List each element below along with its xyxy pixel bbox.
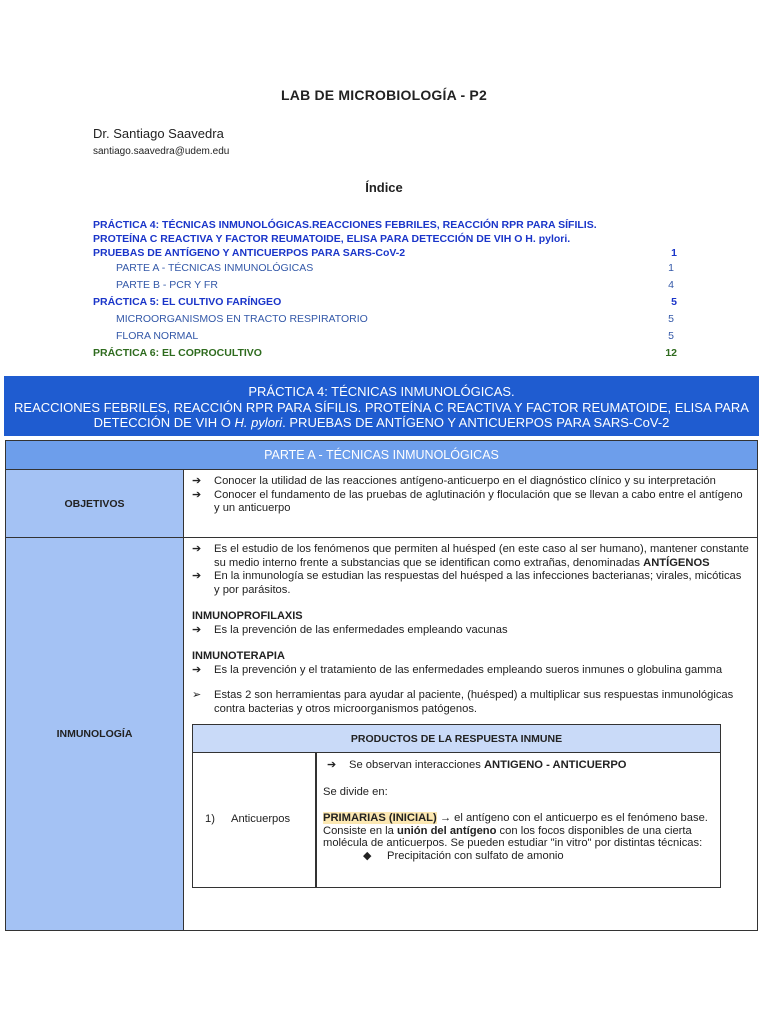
list-item: [192, 543, 749, 570]
toc-item-practica-6[interactable]: [93, 345, 677, 362]
banner-line: REACCIONES FEBRILES, REACCIÓN RPR PARA SÍFILIS. PROTEÍNA C REACTIVA Y FACTOR REUMATOIDE, ELISA PARA: [14, 399, 749, 415]
toc-p4-line: PRUEBAS DE ANTÍGENO Y ANTICUERPOS PARA SARS-CoV-2: [93, 247, 406, 259]
bullet-text: Conocer el fundamento de las pruebas de aglutinación y floculación que se llevan a cabo entre el antígeno y un anticuerpo: [214, 488, 743, 514]
toc-p4-line: PRÁCTICA 4: TÉCNICAS INMUNOLÓGICAS.REACCIONES FEBRILES, REACCIÓN RPR PARA SÍFILIS.: [93, 219, 597, 231]
toc-page-number: 5: [668, 313, 674, 325]
toc-label: PRÁCTICA 5: EL CULTIVO FARÍNGEO: [93, 296, 282, 308]
list-item: [192, 689, 749, 716]
list-item: [192, 489, 749, 516]
arrowhead-icon: ➢: [192, 689, 202, 701]
objetivos-row: [6, 470, 757, 538]
arrow-icon: ➔: [192, 663, 202, 676]
table-of-contents: [93, 218, 677, 362]
toc-page-number: 4: [668, 279, 674, 291]
bullet-text: Conocer la utilidad de las reacciones antígeno-anticuerpo en el diagnóstico clínico y su interpretación: [214, 475, 716, 487]
toc-item-parte-b[interactable]: [93, 277, 677, 294]
author-name: Dr. Santiago Saavedra: [93, 126, 224, 141]
bullet-text: En la inmunología se estudian las respuestas del huésped a las infecciones bacterianas; virales, micóticas y por parásitos.: [214, 570, 742, 596]
inmunoterapia-heading: INMUNOTERAPIA: [192, 650, 285, 662]
inmunologia-row: [6, 538, 757, 930]
arrow-icon: ➔: [327, 759, 337, 771]
tecnica-text: Precipitación con sulfato de amonio: [387, 849, 564, 862]
banner-italic: H. pylori: [234, 415, 283, 430]
arrow-icon: ➔: [192, 475, 202, 487]
bullet-text: Es la prevención de las enfermedades empleando vacunas: [214, 623, 508, 636]
banner-text: DETECCIÓN DE VIH O: [93, 415, 235, 430]
toc-page-number: 5: [671, 296, 677, 308]
primarias-text: con los focos disponibles de una cierta molécula de anticuerpos. Se pueden estudiar "in vitro" por distintas técnicas:: [323, 824, 703, 849]
arrow-icon: ➔: [192, 488, 202, 501]
primarias-text: → el antígeno con el anticuerpo es el fenómeno base. Consiste en la: [323, 812, 708, 837]
inmunologia-label: INMUNOLOGÍA: [6, 538, 184, 930]
toc-item-flora-normal[interactable]: [93, 328, 677, 345]
arrow-icon: ➔: [192, 543, 202, 555]
arrow-icon: ➔: [192, 570, 202, 582]
toc-label: MICROORGANISMOS EN TRACTO RESPIRATORIO: [116, 313, 368, 325]
practica-4-banner: [4, 376, 759, 436]
toc-page-number: 5: [668, 330, 674, 342]
list-item: [323, 850, 714, 863]
arrow-icon: ➔: [192, 623, 202, 636]
inmunoprofilaxis-heading: INMUNOPROFILAXIS: [192, 610, 303, 622]
banner-line: [4, 415, 759, 431]
list-item: [192, 624, 749, 638]
item-label: Anticuerpos: [231, 813, 291, 826]
objetivos-content: [184, 470, 757, 537]
anticuerpos-cell: [193, 753, 317, 887]
toc-page-number: 1: [668, 262, 674, 274]
bullet-text: Estas 2 son herramientas para ayudar al paciente, (huésped) a multiplicar sus respuestas inmunológicas contra bacterias y otros microorganismos patógenos.: [214, 689, 734, 715]
anticuerpos-detail: [317, 753, 720, 887]
list-item: [192, 475, 749, 489]
item-number: 1): [205, 813, 215, 826]
productos-heading: PRODUCTOS DE LA RESPUESTA INMUNE: [193, 725, 720, 753]
primarias-paragraph: [323, 812, 714, 850]
toc-item-parte-a[interactable]: [93, 260, 677, 277]
table-row: [193, 753, 720, 887]
toc-page-number: 1: [671, 247, 677, 259]
toc-item-practica-4[interactable]: [93, 218, 677, 260]
author-email: santiago.saavedra@udem.edu: [93, 146, 230, 157]
list-item: [192, 570, 749, 597]
bullet-text: Es la prevención y el tratamiento de las enfermedades empleando sueros inmunes o globulina gamma: [214, 663, 723, 676]
banner-line: PRÁCTICA 4: TÉCNICAS INMUNOLÓGICAS.: [248, 384, 515, 399]
primarias-bold: unión del antígeno: [397, 824, 497, 837]
inmunologia-content: [184, 538, 757, 930]
parte-a-table: [5, 440, 758, 931]
banner-text: . PRUEBAS DE ANTÍGENO Y ANTICUERPOS PARA SARS-CoV-2: [282, 415, 670, 430]
document-title: LAB DE MICROBIOLOGÍA - P2: [281, 87, 487, 103]
toc-item-practica-5[interactable]: [93, 294, 677, 311]
list-item: [323, 759, 714, 772]
obs-bold: ANTIGENO - ANTICUERPO: [483, 759, 627, 771]
objetivos-label: OBJETIVOS: [6, 470, 184, 537]
bullet-text: Es el estudio de los fenómenos que permiten al huésped (en este caso al ser humano), mantener constante su medio interno frente a substancias que se identifican como extrañas, denominadas: [214, 543, 749, 569]
list-item: [192, 664, 749, 678]
toc-label: PARTE A - TÉCNICAS INMUNOLÓGICAS: [116, 262, 314, 274]
toc-item-microorganismos[interactable]: [93, 311, 677, 328]
toc-label: PRÁCTICA 6: EL COPROCULTIVO: [93, 347, 262, 359]
primarias-label: PRIMARIAS (INICIAL): [323, 812, 437, 824]
bullet-bold: ANTÍGENOS: [643, 556, 710, 569]
divide-text: Se divide en:: [323, 785, 388, 798]
toc-page-number: 12: [665, 347, 677, 359]
toc-label: PARTE B - PCR Y FR: [116, 279, 218, 291]
obs-text: Se observan interacciones: [349, 759, 484, 771]
toc-label: FLORA NORMAL: [116, 330, 199, 342]
index-title: Índice: [365, 180, 403, 195]
productos-table: [192, 724, 721, 888]
diamond-icon: ◆: [363, 849, 372, 862]
parte-a-heading: PARTE A - TÉCNICAS INMUNOLÓGICAS: [6, 441, 757, 470]
toc-p4-line: PROTEÍNA C REACTIVA Y FACTOR REUMATOIDE, ELISA PARA DETECCIÓN DE VIH O H. pylori.: [93, 233, 571, 245]
